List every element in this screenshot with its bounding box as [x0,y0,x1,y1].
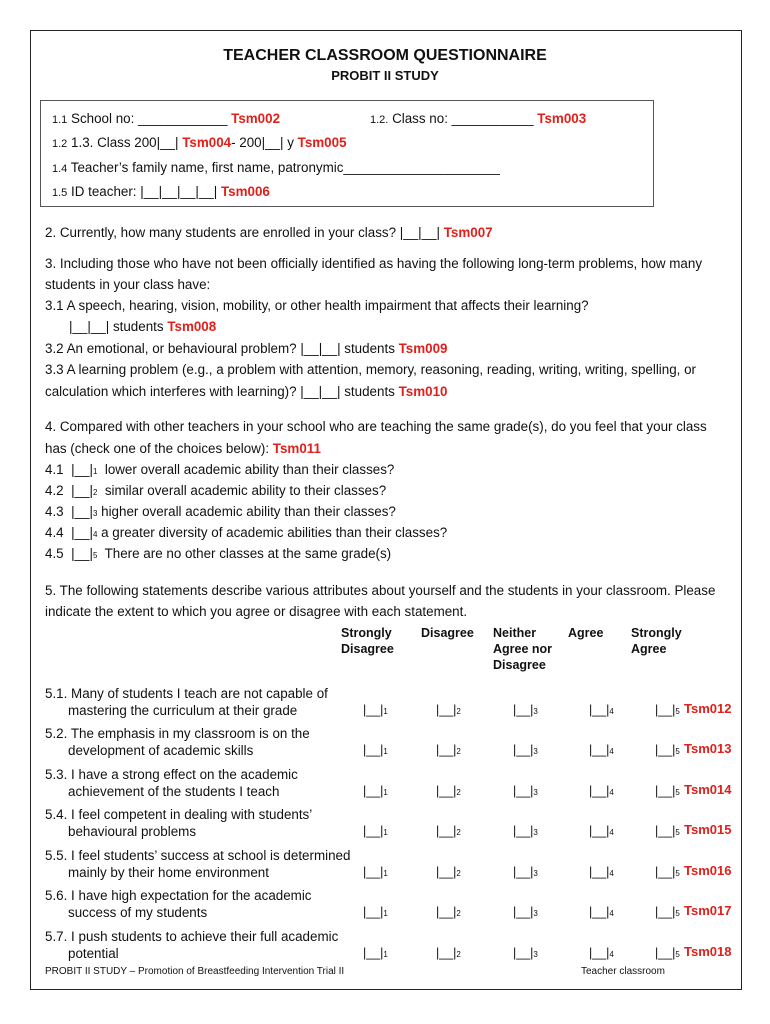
question-4-intro-line2: has (check one of the choices below): Tsm011 [45,441,321,456]
rating-checkbox[interactable]: |__|2 [436,703,461,717]
question-5-intro-line2: indicate the extent to which you agree or disagree with each statement. [45,604,468,619]
variable-code: Tsm015 [684,822,732,837]
column-header-strongly-agree: Strongly Agree [631,626,682,656]
rating-checkbox[interactable]: |__|5 [655,743,680,757]
rating-checkbox[interactable]: |__|1 [363,946,388,960]
checkbox[interactable]: |__| [71,546,93,561]
statement-text: 5.6. I have high expectation for the academic success of my students [45,888,312,920]
question-3-intro-line2: students in your class have: [45,277,211,292]
statement-text: 5.5. I feel students’ success at school is determined mainly by their home environment [45,848,351,880]
page-title: TEACHER CLASSROOM QUESTIONNAIRE [223,47,547,64]
question-4-option: 4.2 |__|2 similar overall academic ability to their classes? [45,483,387,498]
question-3-2: 3.2 An emotional, or behavioural problem? |__|__| students Tsm009 [45,341,448,356]
question-4-option: 4.4 |__|4 a greater diversity of academic abilities than their classes? [45,525,448,540]
question-1-5: 1.5 ID teacher: |__|__|__|__| Tsm006 [52,184,270,199]
statement-text: 5.7. I push students to achieve their full academic potential [45,929,339,961]
variable-code: Tsm014 [684,782,732,797]
variable-code: Tsm017 [684,903,732,918]
rating-checkbox[interactable]: |__|4 [589,703,614,717]
question-3-1: 3.1 A speech, hearing, vision, mobility, or other health impairment that affects their learning? [45,298,589,313]
rating-checkbox[interactable]: |__|3 [513,824,538,838]
footer-study-name: PROBIT II STUDY – Promotion of Breastfeeding Intervention Trial II [45,966,345,977]
rating-checkbox[interactable]: |__|2 [436,946,461,960]
question-1-1: 1.1 School no: ____________ Tsm002 [52,111,281,126]
question-5-intro-line1: 5. The following statements describe various attributes about yourself and the students in your classroom. Please [45,583,716,598]
column-header-disagree: Disagree [421,626,474,640]
question-4-option: 4.5 |__|5 There are no other classes at the same grade(s) [45,546,392,561]
rating-checkbox[interactable]: |__|2 [436,905,461,919]
rating-checkbox[interactable]: |__|3 [513,865,538,879]
column-header-neither: Neither Agree nor Disagree [493,626,553,672]
checkbox[interactable]: |__| [71,525,93,540]
variable-code: Tsm016 [684,863,732,878]
statement-text: 5.2. The emphasis in my classroom is on the development of academic skills [45,726,310,758]
variable-code: Tsm018 [684,944,732,959]
rating-checkbox[interactable]: |__|3 [513,784,538,798]
rating-checkbox[interactable]: |__|2 [436,865,461,879]
rating-checkbox[interactable]: |__|4 [589,743,614,757]
rating-checkbox[interactable]: |__|2 [436,824,461,838]
rating-checkbox[interactable]: |__|5 [655,703,680,717]
question-3-intro-line1: 3. Including those who have not been officially identified as having the following long-term problems, how many [45,256,703,271]
question-4-intro-line1: 4. Compared with other teachers in your school who are teaching the same grade(s), do you feel that your class [45,419,707,434]
rating-checkbox[interactable]: |__|3 [513,743,538,757]
column-header-strongly-disagree: Strongly Disagree [341,626,394,656]
rating-checkbox[interactable]: |__|4 [589,946,614,960]
rating-checkbox[interactable]: |__|2 [436,743,461,757]
rating-checkbox[interactable]: |__|5 [655,905,680,919]
question-1-2: 1.2. Class no: ___________ Tsm003 [370,111,587,126]
rating-checkbox[interactable]: |__|1 [363,865,388,879]
footer-section-name: Teacher classroom [581,966,665,977]
checkbox[interactable]: |__| [71,483,93,498]
statement-text: 5.1. Many of students I teach are not capable of mastering the curriculum at their grade [45,686,328,718]
rating-checkbox[interactable]: |__|4 [589,865,614,879]
question-4-option: 4.3 |__|3 higher overall academic ability than their classes? [45,504,396,519]
rating-checkbox[interactable]: |__|4 [589,824,614,838]
variable-code: Tsm013 [684,741,732,756]
page-subtitle: PROBIT II STUDY [331,68,439,83]
rating-checkbox[interactable]: |__|5 [655,865,680,879]
rating-checkbox[interactable]: |__|5 [655,784,680,798]
rating-checkbox[interactable]: |__|2 [436,784,461,798]
rating-checkbox[interactable]: |__|1 [363,824,388,838]
rating-checkbox[interactable]: |__|1 [363,905,388,919]
question-4-option: 4.1 |__|1 lower overall academic ability than their classes? [45,462,395,477]
rating-checkbox[interactable]: |__|3 [513,905,538,919]
rating-checkbox[interactable]: |__|4 [589,784,614,798]
checkbox[interactable]: |__| [71,504,93,519]
question-3-3-line2: calculation which interferes with learning)? |__|__| students Tsm010 [45,384,448,399]
question-1-4: 1.4 Teacher’s family name, first name, patronymic_____________________ [52,160,500,175]
rating-checkbox[interactable]: |__|1 [363,784,388,798]
rating-checkbox[interactable]: |__|5 [655,946,680,960]
rating-checkbox[interactable]: |__|4 [589,905,614,919]
statement-text: 5.3. I have a strong effect on the academic achievement of the students I teach [45,767,298,799]
rating-checkbox[interactable]: |__|5 [655,824,680,838]
question-3-1-answer: |__|__| students Tsm008 [69,319,217,334]
column-header-agree: Agree [568,626,604,640]
rating-checkbox[interactable]: |__|1 [363,743,388,757]
variable-code: Tsm012 [684,701,732,716]
rating-checkbox[interactable]: |__|3 [513,946,538,960]
checkbox[interactable]: |__| [71,462,93,477]
rating-checkbox[interactable]: |__|3 [513,703,538,717]
question-1-3: 1.2 1.3. Class 200|__| Tsm004- 200|__| y Tsm005 [52,135,347,150]
statement-text: 5.4. I feel competent in dealing with students’ behavioural problems [45,807,313,839]
rating-checkbox[interactable]: |__|1 [363,703,388,717]
question-2: 2. Currently, how many students are enrolled in your class? |__|__| Tsm007 [45,225,493,240]
question-3-3-line1: 3.3 A learning problem (e.g., a problem with attention, memory, reasoning, reading, writing, writing, spelling, or [45,362,697,377]
